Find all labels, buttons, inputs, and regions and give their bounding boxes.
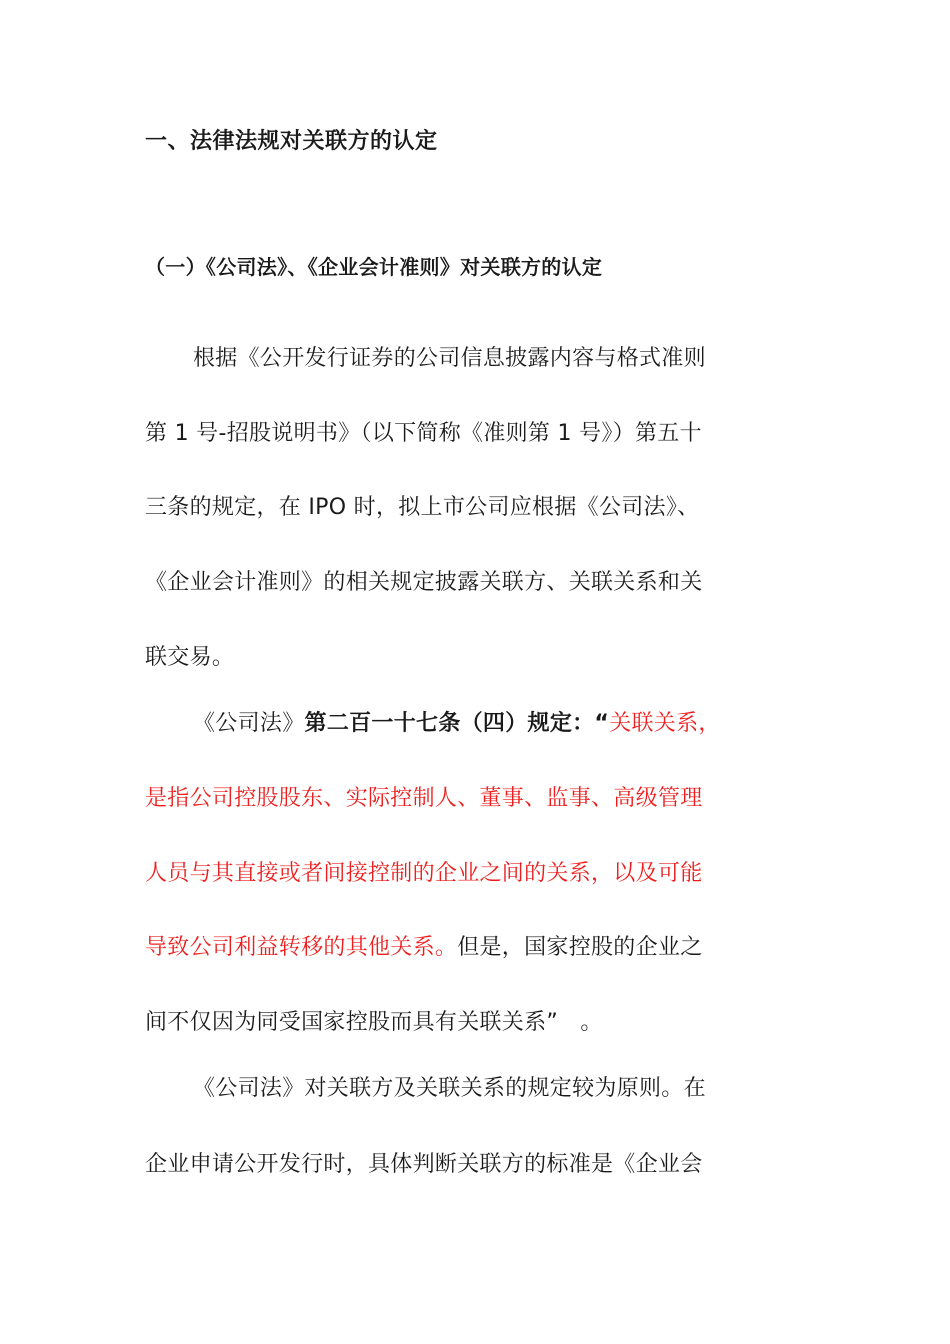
subsection-heading: （一）《公司法》、《企业会计准则》对关联方的认定	[145, 255, 603, 279]
paragraph-1-line-4: 《企业会计准则》的相关规定披露关联方、关联关系和关	[145, 570, 703, 595]
paragraph-2-line-2: 是指公司控股股东、实际控制人、董事、监事、高级管理	[145, 786, 703, 811]
paragraph-3-line-1: 《公司法》对关联方及关联关系的规定较为原则。在	[193, 1076, 706, 1101]
paragraph-2-line-4-tail: 但是，国家控股的企业之	[457, 935, 703, 960]
paragraph-1-line-1: 根据《公开发行证券的公司信息披露内容与格式准则	[193, 346, 706, 371]
company-law-reference: 《公司法》	[193, 711, 305, 736]
paragraph-2-line-4	[145, 930, 703, 966]
quoted-definition-end: 导致公司利益转移的其他关系。	[145, 935, 458, 960]
paragraph-1-line-3: 三条的规定，在 IPO 时，拟上市公司应根据《公司法》、	[145, 495, 700, 520]
article-reference: 第二百一十七条（四）规定：“	[304, 711, 610, 736]
paragraph-2-line-5: 间不仅因为同受国家控股而具有关联关系” 。	[145, 1010, 603, 1035]
section-heading: 一、法律法规对关联方的认定	[145, 129, 438, 154]
paragraph-1-line-5: 联交易。	[145, 645, 235, 670]
quoted-definition-start: 关联关系，	[609, 711, 721, 736]
paragraph-3-line-2: 企业申请公开发行时，具体判断关联方的标准是《企业会	[145, 1152, 703, 1177]
paragraph-2-line-3: 人员与其直接或者间接控制的企业之间的关系，以及可能	[145, 861, 703, 886]
paragraph-1-line-2: 第 1 号-招股说明书》（以下简称《准则第 1 号》）第五十	[145, 421, 702, 446]
paragraph-2-line-1	[193, 706, 721, 742]
